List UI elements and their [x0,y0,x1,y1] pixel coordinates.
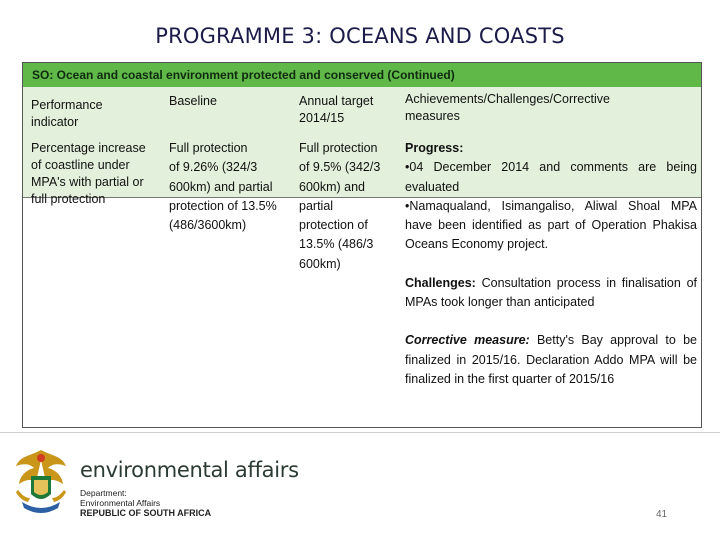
challenges-label: Challenges: [405,275,476,290]
spacer [405,312,697,331]
bullet-icon: • [405,160,410,175]
corrective-paragraph [405,331,697,389]
challenges-paragraph [405,274,697,313]
target-line: Full protection [299,141,378,155]
target-line: 600km) [299,256,341,271]
indicator-line: full protection [31,192,106,206]
baseline-line: Full protection [169,141,248,155]
indicator-line: of coastline under [31,158,130,172]
slide-title: PROGRAMME 3: OCEANS AND COASTS [155,24,565,48]
progress-item [405,197,697,255]
target-line: partial [299,198,334,213]
challenges-text: Consultation process in finalisation of MPAs took longer than anticipated [405,275,697,310]
baseline-line: (486/3600km) [169,218,247,233]
progress-label: Progress: [405,141,464,155]
progress-item-text: Namaqualand, Isimangaliso, Aliwal Shoal MPA have been identified as part of Operation Phakisa Oceans Economy project. [405,198,697,252]
bullet-icon: • [405,198,410,213]
progress-item-text: 04 December 2014 and comments are being evaluated [405,160,697,194]
spacer [405,255,697,274]
indicator-line: MPA's with partial or [31,175,144,189]
baseline-line: 600km) and partial [169,179,273,194]
strategic-objective-bar: SO: Ocean and coastal environment protected and conserved (Continued) [23,63,701,87]
logo-title: environmental affairs [80,458,299,482]
header-baseline: Baseline [169,94,217,108]
dept-line2: Environmental Affairs [80,498,161,508]
indicator-cell [31,140,165,208]
target-line: protection of [299,218,368,233]
footer-divider [0,432,720,433]
header-annual-target [299,93,403,127]
target-line: 13.5% (486/3 [299,237,374,252]
header-achievements [405,91,697,125]
header-achievements-line1: Achievements/Challenges/Corrective [405,92,610,106]
target-line: of 9.5% (342/3 [299,160,381,175]
baseline-line: protection of 13.5% [169,198,277,213]
achievements-cell [405,139,697,389]
header-achievements-line2: measures [405,109,460,123]
dept-line1: Department: [80,488,127,498]
header-target-line2: 2014/15 [299,111,345,125]
indicator-line: Percentage increase [31,141,146,155]
header-indicator-line2: indicator [31,115,79,129]
header-target-line1: Annual target [299,94,374,108]
corrective-text: Betty's Bay approval to be finalized in 2015/16. Declaration Addo MPA will be finalized in the first quarter of 2015/16 [405,333,697,386]
dept-line3: REPUBLIC OF SOUTH AFRICA [80,508,212,518]
header-indicator-line1: Performance [31,98,103,112]
page-number: 41 [656,509,668,520]
corrective-label: Corrective measure: [405,333,530,348]
header-performance-indicator [31,97,165,131]
baseline-cell [169,139,297,235]
target-line: 600km) and [299,179,366,194]
progress-item [405,158,697,197]
baseline-line: of 9.26% (324/3 [169,160,258,175]
target-cell [299,139,403,274]
indicator-table [22,62,702,428]
coat-of-arms-icon [10,446,72,520]
